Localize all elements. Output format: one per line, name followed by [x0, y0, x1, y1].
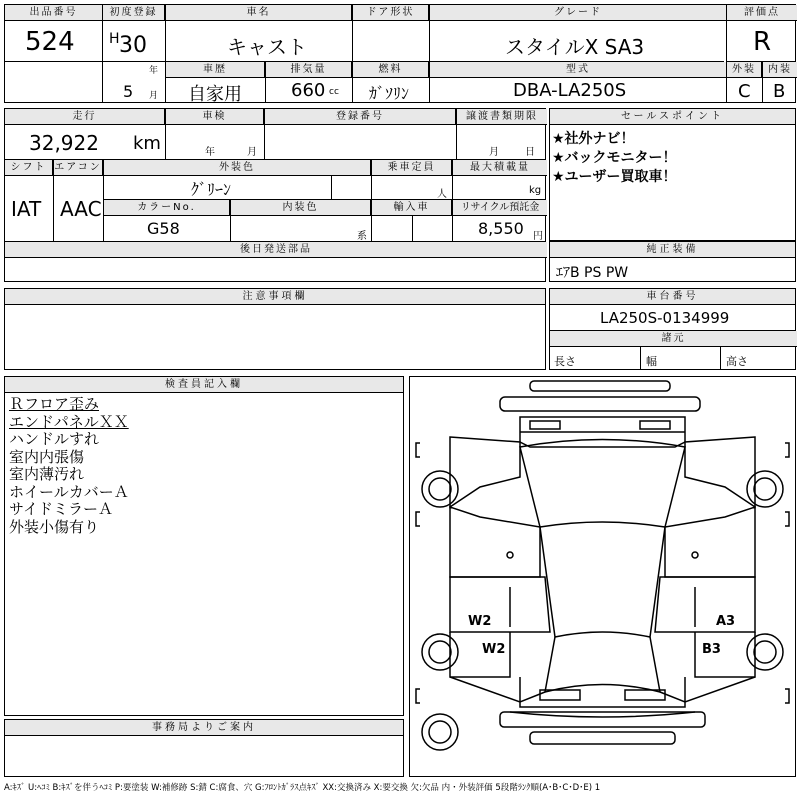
displacement-unit: cc	[329, 87, 339, 97]
legend-text: A:ｷｽﾞ U:ﾍｺﾐ B:ｷｽﾞを伴うﾍｺﾐ P:要塗装 W:補修跡 S:錆 C:腐食、穴 G:ﾌﾛﾝﾄｶﾞﾗｽ点ｷｽﾞ XX:交換済み X:要交換 欠:欠品 内・外装評価 5段階ﾗﾝｸ順(A･B･C･D･E) 1	[4, 783, 601, 793]
sales-points-box	[549, 108, 796, 241]
int-color-label: 内装色	[231, 200, 371, 216]
lot-no-label: 出品番号	[5, 5, 102, 21]
load-unit: kg	[529, 185, 542, 196]
score-value: R	[753, 27, 772, 57]
sales-points-list	[552, 130, 677, 187]
standard-equip-value: ｴｱB PS PW	[556, 265, 629, 281]
model-code-label: 型式	[430, 62, 726, 78]
shift-value: IAT	[11, 197, 42, 221]
remark-item: ハンドルすれ	[9, 430, 100, 448]
standard-equip-box	[549, 241, 796, 282]
mileage-value: 32,922	[29, 131, 99, 155]
shift-label: シフト	[5, 160, 53, 176]
car-name-label: 車名	[166, 5, 352, 21]
dimensions-label: 諸元	[550, 331, 797, 347]
capacity-unit: 人	[437, 189, 447, 200]
capacity-label: 乗車定員	[372, 160, 452, 176]
color-no-value: G58	[147, 219, 180, 238]
car-diagram-box	[409, 376, 796, 777]
door-type-label: ドア形状	[353, 5, 429, 21]
inspector-box	[4, 376, 404, 716]
interior-score-label: 内装	[763, 62, 797, 78]
chassis-no-label: 車台番号	[550, 289, 795, 305]
remark-item: Ｒフロア歪み	[9, 395, 100, 413]
sales-point-item: ★社外ナビ！	[552, 131, 635, 147]
inspection-month-unit: 月	[247, 147, 257, 158]
top-info-block	[4, 4, 796, 103]
doc-month-unit: 月	[489, 147, 499, 158]
mileage-label: 走行	[5, 109, 165, 125]
remark-item: 外装小傷有り	[9, 517, 100, 536]
reg-no-label: 登録番号	[265, 109, 456, 125]
office-label: 事務局よりご案内	[5, 720, 403, 736]
year-value: 30	[119, 33, 147, 58]
recycle-label: リサイクル預託金	[453, 200, 547, 216]
aircon-label: エアコン	[54, 160, 103, 176]
height-label: 高さ	[726, 355, 748, 368]
standard-equip-label: 純正装備	[550, 242, 795, 258]
displacement-label: 排気量	[266, 62, 352, 78]
remark-item: 室内内張傷	[9, 447, 85, 466]
length-label: 長さ	[554, 355, 576, 368]
month-unit: 月	[149, 91, 159, 101]
year-unit: 年	[149, 66, 159, 76]
later-parts-label: 後日発送部品	[5, 242, 547, 258]
remark-item: サイドミラーＡ	[9, 500, 113, 518]
max-load-label: 最大積載量	[453, 160, 547, 176]
exterior-score-label: 外装	[727, 62, 762, 78]
notes-box	[4, 288, 546, 370]
recycle-value: 8,550	[478, 219, 524, 238]
remark-item: エンドパネルＸＸ	[9, 412, 129, 431]
import-label: 輸入車	[372, 200, 452, 216]
sales-point-item: ★バックモニター！	[552, 150, 677, 166]
car-diagram	[410, 377, 795, 776]
remarks-list	[9, 396, 129, 536]
notes-label: 注意事項欄	[5, 289, 545, 305]
era-value: H	[109, 31, 120, 47]
chassis-no-value: LA250S-0134999	[600, 309, 730, 327]
damage-mark-right-front: A3	[716, 614, 736, 629]
doc-deadline-label: 譲渡書類期限	[457, 109, 547, 125]
damage-mark-left-front: W2	[468, 614, 492, 629]
color-no-label: カラーNo.	[104, 200, 230, 216]
model-code-value: DBA-LA250S	[513, 80, 627, 101]
ext-color-value: ｸﾞﾘｰﾝ	[191, 180, 232, 199]
detail-block	[4, 108, 546, 282]
doc-day-unit: 日	[525, 147, 535, 158]
displacement-value: 660	[291, 80, 326, 101]
aircon-value: AAC	[60, 197, 102, 221]
inspection-year-unit: 年	[205, 147, 215, 158]
history-value: 自家用	[188, 84, 242, 105]
int-color-unit: 系	[357, 231, 367, 242]
sales-point-item: ★ユーザー買取車！	[552, 169, 677, 185]
fuel-label: 燃料	[353, 62, 429, 78]
lot-no-value: 524	[25, 27, 75, 57]
ext-color-label: 外装色	[104, 160, 371, 176]
width-label: 幅	[646, 355, 657, 368]
month-value: 5	[123, 82, 134, 101]
damage-mark-left-wheel: W2	[482, 642, 506, 657]
score-label: 評価点	[727, 5, 797, 21]
grade-label: グレード	[430, 5, 726, 21]
sales-points-label: セールスポイント	[550, 109, 795, 125]
exterior-score-value: C	[738, 81, 751, 102]
chassis-box	[549, 288, 796, 370]
history-label: 車歴	[166, 62, 265, 78]
damage-mark-right-wheel: B3	[702, 642, 721, 657]
inspector-label: 検査員記入欄	[5, 377, 403, 393]
first-reg-label: 初度登録	[103, 5, 165, 21]
office-box	[4, 719, 404, 777]
inspection-label: 車検	[166, 109, 264, 125]
interior-score-value: B	[773, 81, 786, 102]
mileage-unit: km	[133, 133, 161, 154]
remark-item: 室内薄汚れ	[9, 465, 85, 483]
remark-item: ホイールカバーＡ	[9, 482, 129, 501]
fuel-value: ｶﾞｿﾘﾝ	[369, 84, 410, 103]
grade-value: スタイルX SA3	[505, 35, 645, 59]
car-name-value: キャスト	[227, 35, 307, 59]
recycle-unit: 円	[533, 231, 543, 242]
